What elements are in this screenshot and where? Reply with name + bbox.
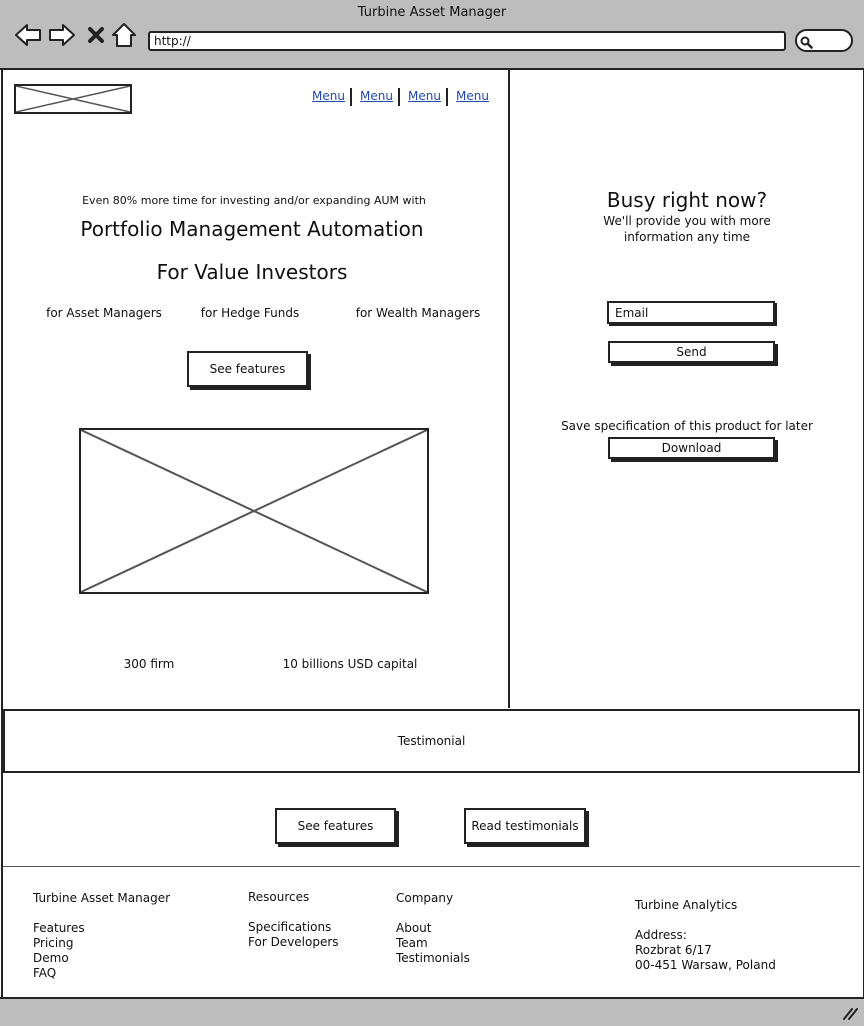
- footer-column-product: [33, 891, 170, 981]
- footer-title-product: Turbine Asset Manager: [33, 891, 171, 905]
- sidebar-subtext-line1: We'll provide you with more: [603, 214, 771, 228]
- browser-search-field[interactable]: [795, 29, 853, 52]
- footer-address-city: 00-451 Warsaw, Poland: [635, 958, 776, 972]
- sidebar-heading: Busy right now?: [606, 188, 768, 212]
- see-features-button-bottom[interactable]: See features: [275, 808, 396, 844]
- url-bar[interactable]: http://: [148, 31, 786, 51]
- footer-column-resources: [248, 890, 339, 950]
- audience-hedge-funds: for Hedge Funds: [200, 306, 300, 320]
- column-divider: [508, 70, 510, 708]
- menu-link-1[interactable]: Menu: [312, 89, 345, 103]
- footer-link-demo[interactable]: Demo: [33, 951, 69, 965]
- logo-placeholder[interactable]: [14, 84, 132, 114]
- sidebar-subtext-line2: information any time: [623, 230, 751, 244]
- audience-asset-managers: for Asset Managers: [46, 306, 162, 320]
- footer-column-contact: [635, 898, 776, 973]
- stat-firms: 300 firm: [123, 657, 175, 671]
- testimonial-label: Testimonial: [397, 734, 466, 748]
- menu-separator: [446, 88, 448, 106]
- send-button[interactable]: Send: [608, 341, 775, 363]
- footer-title-company: Company: [396, 891, 454, 905]
- footer-address-label: Address:: [635, 928, 687, 942]
- footer-title-resources: Resources: [248, 890, 310, 904]
- menu-link-4[interactable]: Menu: [456, 89, 489, 103]
- footer-link-about[interactable]: About: [396, 921, 432, 935]
- read-testimonials-button[interactable]: Read testimonials: [464, 808, 586, 844]
- download-button[interactable]: Download: [608, 437, 775, 459]
- footer-link-developers[interactable]: For Developers: [248, 935, 339, 949]
- footer-link-testimonials[interactable]: Testimonials: [396, 951, 470, 965]
- search-icon: [800, 34, 813, 53]
- back-icon[interactable]: [14, 20, 42, 50]
- home-icon[interactable]: [110, 20, 138, 50]
- hero-image-placeholder: [79, 428, 429, 594]
- stat-capital: 10 billions USD capital: [282, 657, 418, 671]
- menu-link-2[interactable]: Menu: [360, 89, 393, 103]
- hero-subtitle: For Value Investors: [156, 260, 348, 284]
- footer-title-company-name: Turbine Analytics: [635, 898, 738, 912]
- footer-link-team[interactable]: Team: [396, 936, 428, 950]
- window-title: Turbine Asset Manager: [357, 5, 507, 20]
- hero-title: Portfolio Management Automation: [80, 217, 424, 241]
- stop-icon[interactable]: [83, 20, 109, 50]
- see-features-button[interactable]: See features: [187, 351, 308, 387]
- menu-separator: [350, 88, 352, 106]
- hero-tagline: Even 80% more time for investing and/or expanding AUM with: [82, 194, 426, 207]
- footer-column-company: [396, 891, 470, 966]
- footer-address-street: Rozbrat 6/17: [635, 943, 712, 957]
- email-field[interactable]: Email: [607, 301, 775, 324]
- footer-link-specifications[interactable]: Specifications: [248, 920, 332, 934]
- footer-link-faq[interactable]: FAQ: [33, 966, 57, 980]
- menu-link-3[interactable]: Menu: [408, 89, 441, 103]
- footer-link-pricing[interactable]: Pricing: [33, 936, 74, 950]
- footer-divider: [3, 866, 860, 867]
- menu-separator: [398, 88, 400, 106]
- browser-status-bar: [0, 997, 864, 1026]
- footer-link-features[interactable]: Features: [33, 921, 85, 935]
- forward-icon[interactable]: [48, 20, 76, 50]
- testimonial-banner: [3, 709, 860, 773]
- resize-grip-icon[interactable]: [842, 1005, 858, 1024]
- audience-wealth-managers: for Wealth Managers: [355, 306, 481, 320]
- save-spec-text: Save specification of this product for later: [561, 419, 813, 433]
